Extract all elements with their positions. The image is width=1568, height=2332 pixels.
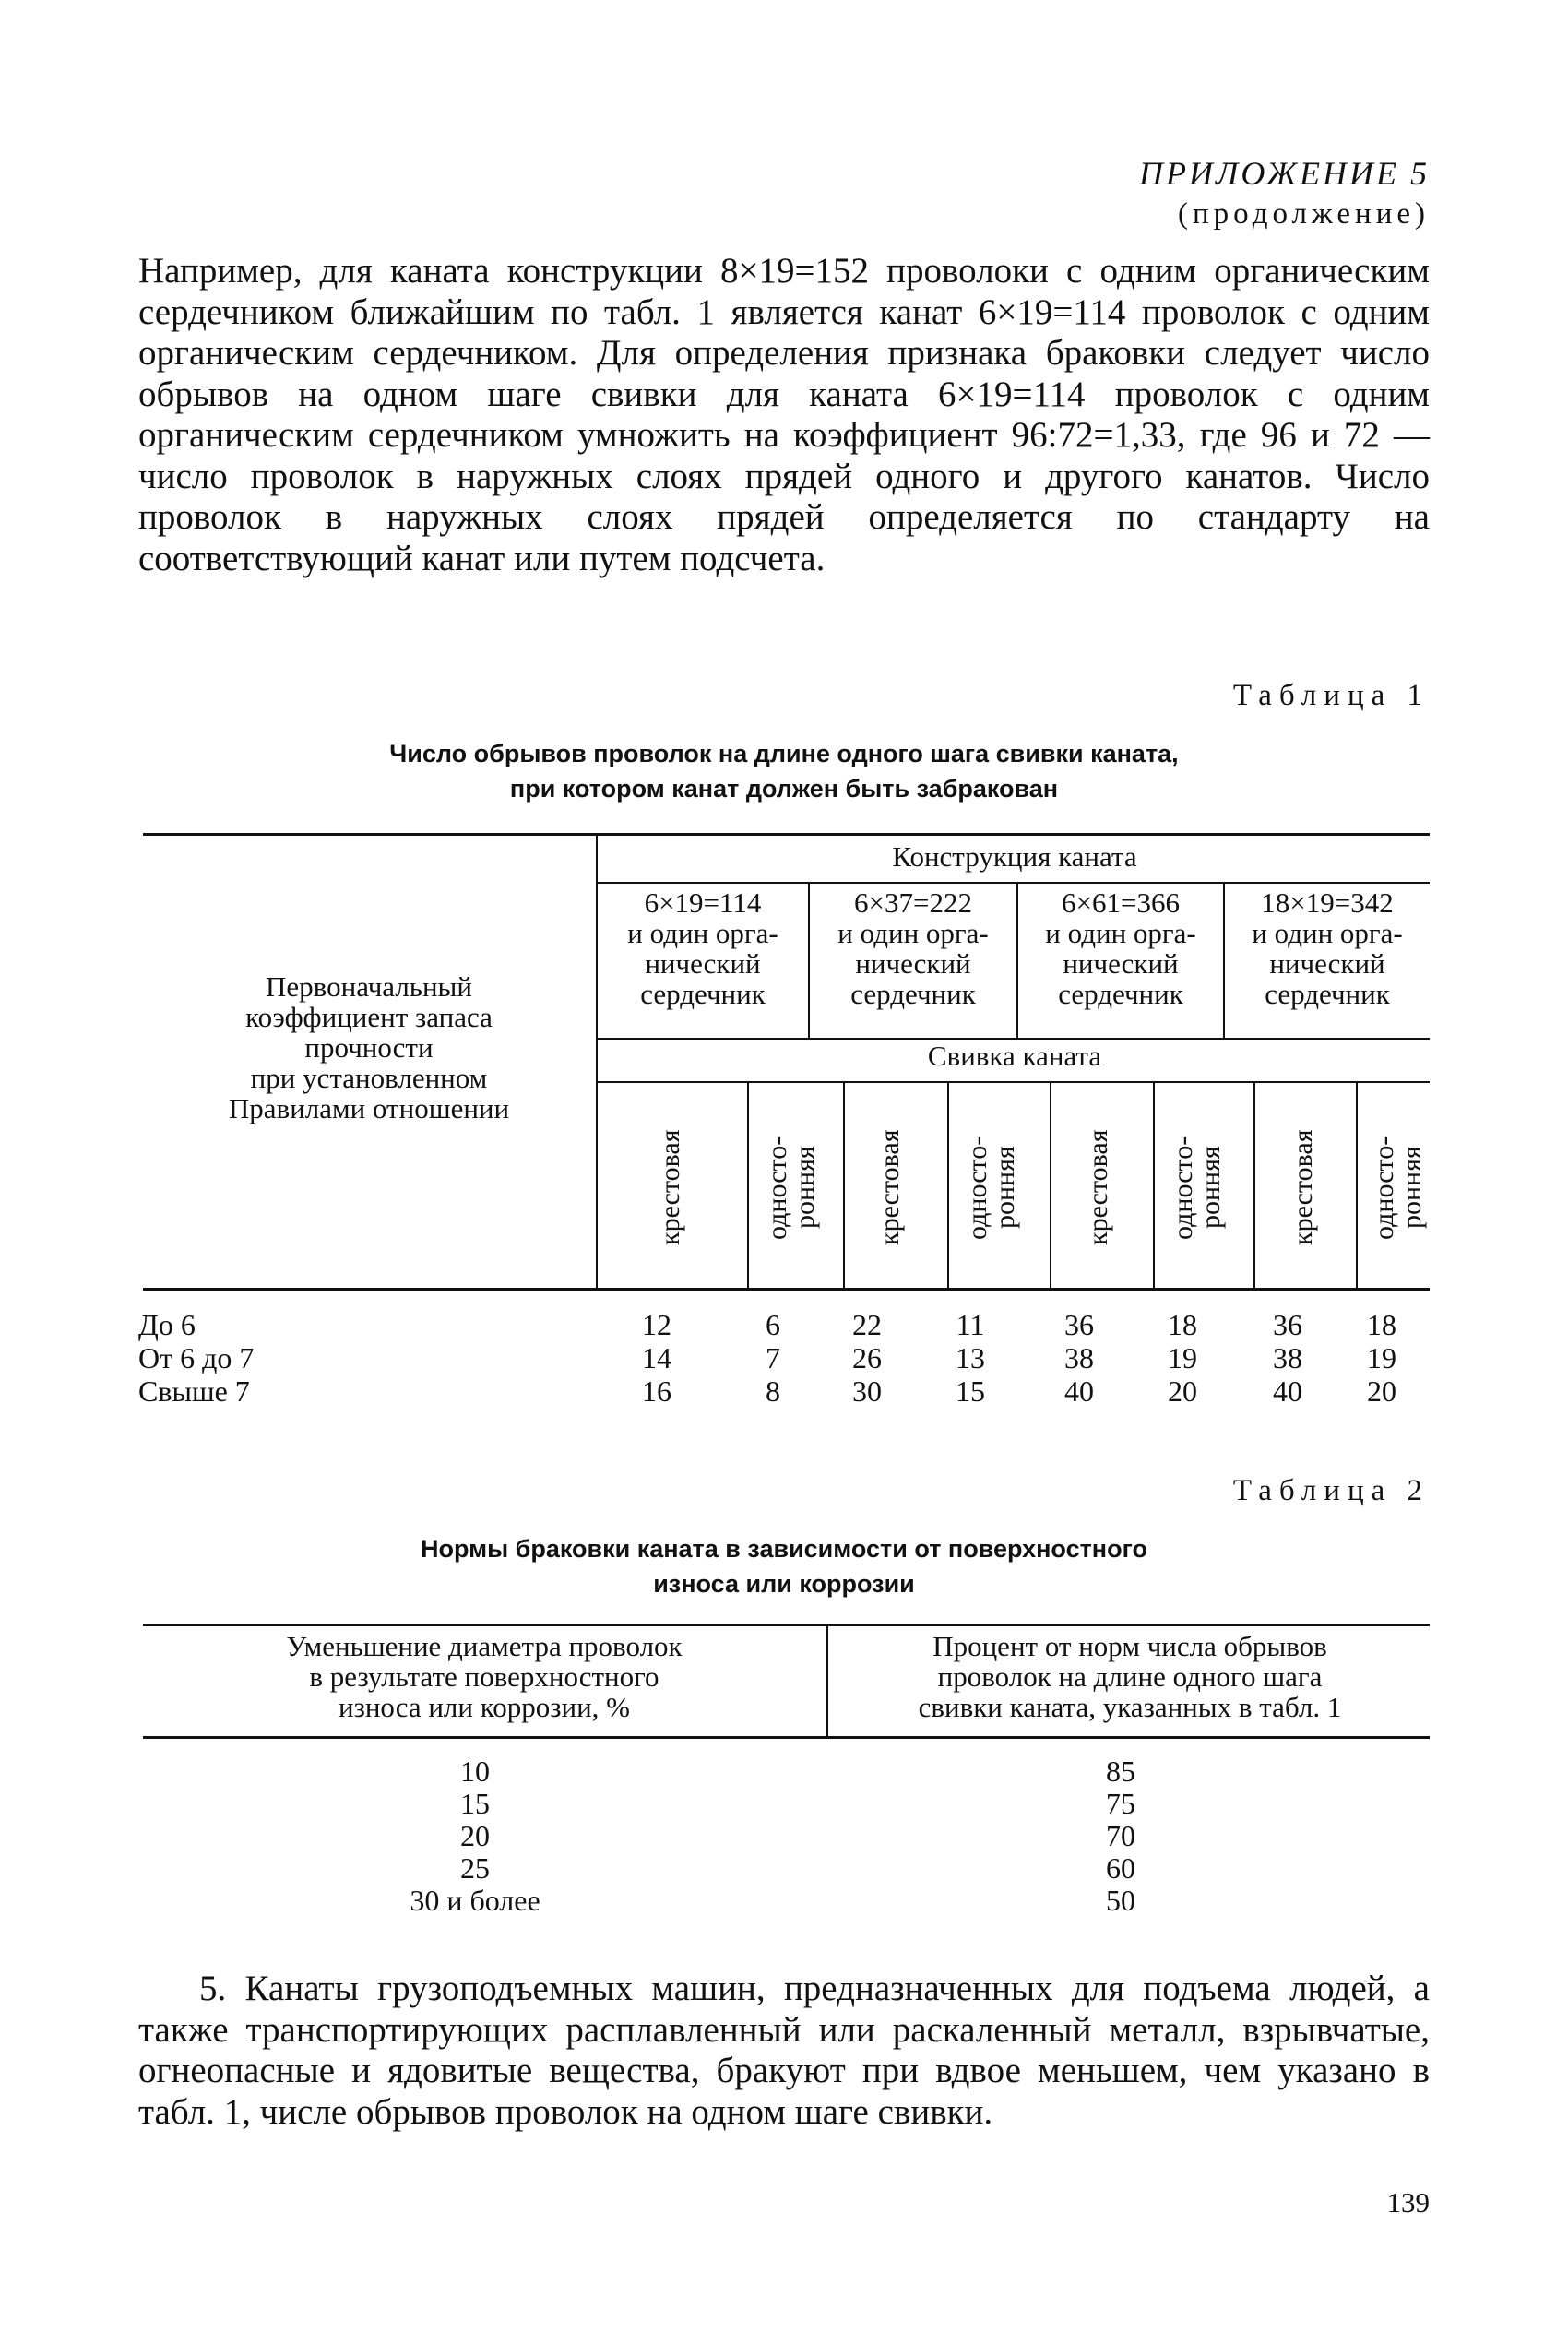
table1-group-rule	[598, 882, 1430, 884]
table1-cell: 36	[1273, 1308, 1302, 1341]
table1-title-line1: Число обрывов проволок на длине одного шага свивки каната,	[389, 740, 1179, 767]
table2-column-divider	[826, 1626, 828, 1736]
construction-line: и один орга-	[1252, 917, 1403, 949]
construction-name: 6×37=222	[854, 886, 972, 919]
table1-cell: 13	[956, 1341, 985, 1374]
construction-line: сердечник	[1058, 978, 1183, 1010]
table1-top-rule	[143, 833, 1430, 836]
table1-cell: 12	[642, 1308, 671, 1341]
table1-cell: 16	[642, 1374, 671, 1408]
table2-percent-cell: 50	[1106, 1884, 1135, 1917]
header-line: в результате поверхностного	[309, 1660, 659, 1693]
table2-header-bottom-rule	[143, 1736, 1430, 1739]
table1-cell: 26	[852, 1341, 882, 1374]
construction-line: и один орга-	[627, 917, 778, 949]
table1-lay-header: Свивка каната	[927, 1040, 1102, 1072]
table2-percent-cell: 75	[1106, 1787, 1135, 1820]
table1-lay-divider	[947, 1083, 949, 1288]
table2-col1-header	[148, 1631, 821, 1722]
appendix-subtitle: (продолжение)	[1178, 197, 1430, 231]
table2-col2-header	[830, 1631, 1430, 1722]
construction-header	[600, 887, 806, 1009]
point5-paragraph: 5. Канаты грузоподъемных машин, предназначенных для подъема людей, а также транспортирующих расплавленный или раскаленный металл, взрывчатые, огнеопасные и ядовитые вещества, бракуют при вдвое меньшем, чем указано в табл. 1, числе обрывов проволок на одном шаге свивки.	[138, 1969, 1430, 2132]
lay-type-one-sided: односто- ронняя	[962, 1136, 1020, 1240]
table1-cell: 19	[1168, 1341, 1197, 1374]
table1-row-label: Свыше 7	[138, 1374, 250, 1408]
table1-stub-divider	[596, 836, 598, 1288]
lay-type-cross: крестовая	[1288, 1129, 1318, 1246]
construction-line: нический	[645, 947, 761, 980]
construction-line: и один орга-	[837, 917, 989, 949]
construction-name: 6×19=114	[644, 886, 762, 919]
table1-cell: 22	[852, 1308, 882, 1341]
table1-header-bottom-rule	[143, 1288, 1430, 1291]
table1-cell: 8	[766, 1374, 780, 1408]
table1-lay-divider	[1050, 1083, 1051, 1288]
table1-cell: 20	[1367, 1374, 1396, 1408]
table1-cell: 7	[766, 1341, 780, 1374]
table1-stub-header	[143, 971, 595, 1124]
construction-line: нический	[1063, 947, 1179, 980]
table2-percent-cell: 60	[1106, 1851, 1135, 1885]
table1-lay-divider	[1153, 1083, 1155, 1288]
construction-line: сердечник	[850, 978, 976, 1010]
lay-type-cross: крестовая	[655, 1129, 685, 1246]
header-line: Уменьшение диаметра проволок	[286, 1630, 683, 1662]
page-number: 139	[1386, 2186, 1430, 2219]
table2-title-line1: Нормы браковки каната в зависимости от поверхностного	[420, 1535, 1147, 1563]
lay-type-cross: крестовая	[1083, 1129, 1113, 1246]
appendix-title: ПРИЛОЖЕНИЕ 5	[1139, 155, 1430, 192]
stub-header-line: Правилами отношении	[228, 1092, 510, 1124]
construction-name: 6×61=366	[1062, 886, 1180, 919]
table1-cell: 40	[1273, 1374, 1302, 1408]
intro-paragraph: Например, для каната конструкции 8×19=152 проволоки с одним органическим сердечником ближайшим по табл. 1 является канат 6×19=114 проволок с одним органическим сердечником. Для определения признака браковки следует число обрывов на одном шаге свивки для каната 6×19=114 проволок с одним органическим сердечником умножить на коэффициент 96:72=1,33, где 96 и 72 — число проволок в наружных слоях прядей одного и другого канатов. Число проволок в наружных слоях прядей определяется по стандарту на соответствующий канат или путем подсчета.	[138, 251, 1430, 578]
table1-lay-divider	[1253, 1083, 1255, 1288]
table2-percent-cell: 70	[1106, 1819, 1135, 1852]
table1-title	[138, 736, 1430, 806]
table1-cell: 38	[1064, 1341, 1094, 1374]
table2-title-line2: износа или коррозии	[653, 1570, 915, 1598]
table1-row-label: От 6 до 7	[138, 1341, 255, 1374]
table1-cell: 19	[1367, 1341, 1396, 1374]
table1-row-label: До 6	[138, 1308, 196, 1341]
table1-cell: 20	[1168, 1374, 1197, 1408]
construction-header	[1018, 887, 1223, 1009]
header-line: износа или коррозии, %	[339, 1691, 630, 1723]
stub-header-line: при установленном	[250, 1062, 488, 1094]
table2-percent-cell: 85	[1106, 1755, 1135, 1788]
construction-line: и один орга-	[1045, 917, 1196, 949]
appendix-header	[1139, 153, 1430, 234]
table2-label: Таблица 2	[1232, 1474, 1430, 1507]
lay-type-one-sided: односто- ронняя	[762, 1136, 820, 1240]
table1-cell: 6	[766, 1308, 780, 1341]
lay-type-one-sided: односто- ронняя	[1168, 1136, 1226, 1240]
table1-cell: 30	[852, 1374, 882, 1408]
header-line: свивки каната, указанных в табл. 1	[918, 1691, 1342, 1723]
table1-cell: 11	[956, 1308, 985, 1341]
table2-reduction-cell: 20	[460, 1819, 490, 1852]
table1-group-header: Конструкция каната	[892, 840, 1137, 873]
table1-lay-rule	[598, 1081, 1430, 1083]
header-line: Процент от норм числа обрывов	[932, 1630, 1327, 1662]
construction-name: 18×19=342	[1261, 886, 1394, 919]
table2-reduction-cell: 30 и более	[410, 1884, 540, 1917]
construction-header	[810, 887, 1016, 1009]
table2-reduction-cell: 15	[460, 1787, 490, 1820]
table1-lay-divider	[1356, 1083, 1358, 1288]
table2-reduction-cell: 25	[460, 1851, 490, 1885]
table1-cell: 36	[1064, 1308, 1094, 1341]
stub-header-line: прочности	[304, 1031, 434, 1064]
table1-title-line2: при котором канат должен быть забракован	[509, 775, 1059, 803]
construction-line: сердечник	[1265, 978, 1390, 1010]
table1-cell: 38	[1273, 1341, 1302, 1374]
construction-header	[1225, 887, 1430, 1009]
table1-lay-divider	[843, 1083, 845, 1288]
table2-top-rule	[143, 1624, 1430, 1626]
header-line: проволок на длине одного шага	[937, 1660, 1323, 1693]
lay-type-one-sided: односто- ронняя	[1369, 1136, 1427, 1240]
lay-type-cross: крестовая	[874, 1129, 905, 1246]
stub-header-line: Первоначальный	[266, 970, 472, 1003]
construction-line: нический	[1269, 947, 1385, 980]
stub-header-line: коэффициент запаса	[245, 1001, 493, 1033]
table2-title	[138, 1531, 1430, 1601]
table2-reduction-cell: 10	[460, 1755, 490, 1788]
construction-line: нический	[855, 947, 971, 980]
table1-cell: 15	[956, 1374, 985, 1408]
table1-cell: 18	[1367, 1308, 1396, 1341]
construction-line: сердечник	[640, 978, 766, 1010]
table1-cell: 14	[642, 1341, 671, 1374]
table1-lay-divider	[747, 1083, 749, 1288]
table1-label: Таблица 1	[1232, 679, 1430, 712]
table1-cell: 40	[1064, 1374, 1094, 1408]
table1-cell: 18	[1168, 1308, 1197, 1341]
